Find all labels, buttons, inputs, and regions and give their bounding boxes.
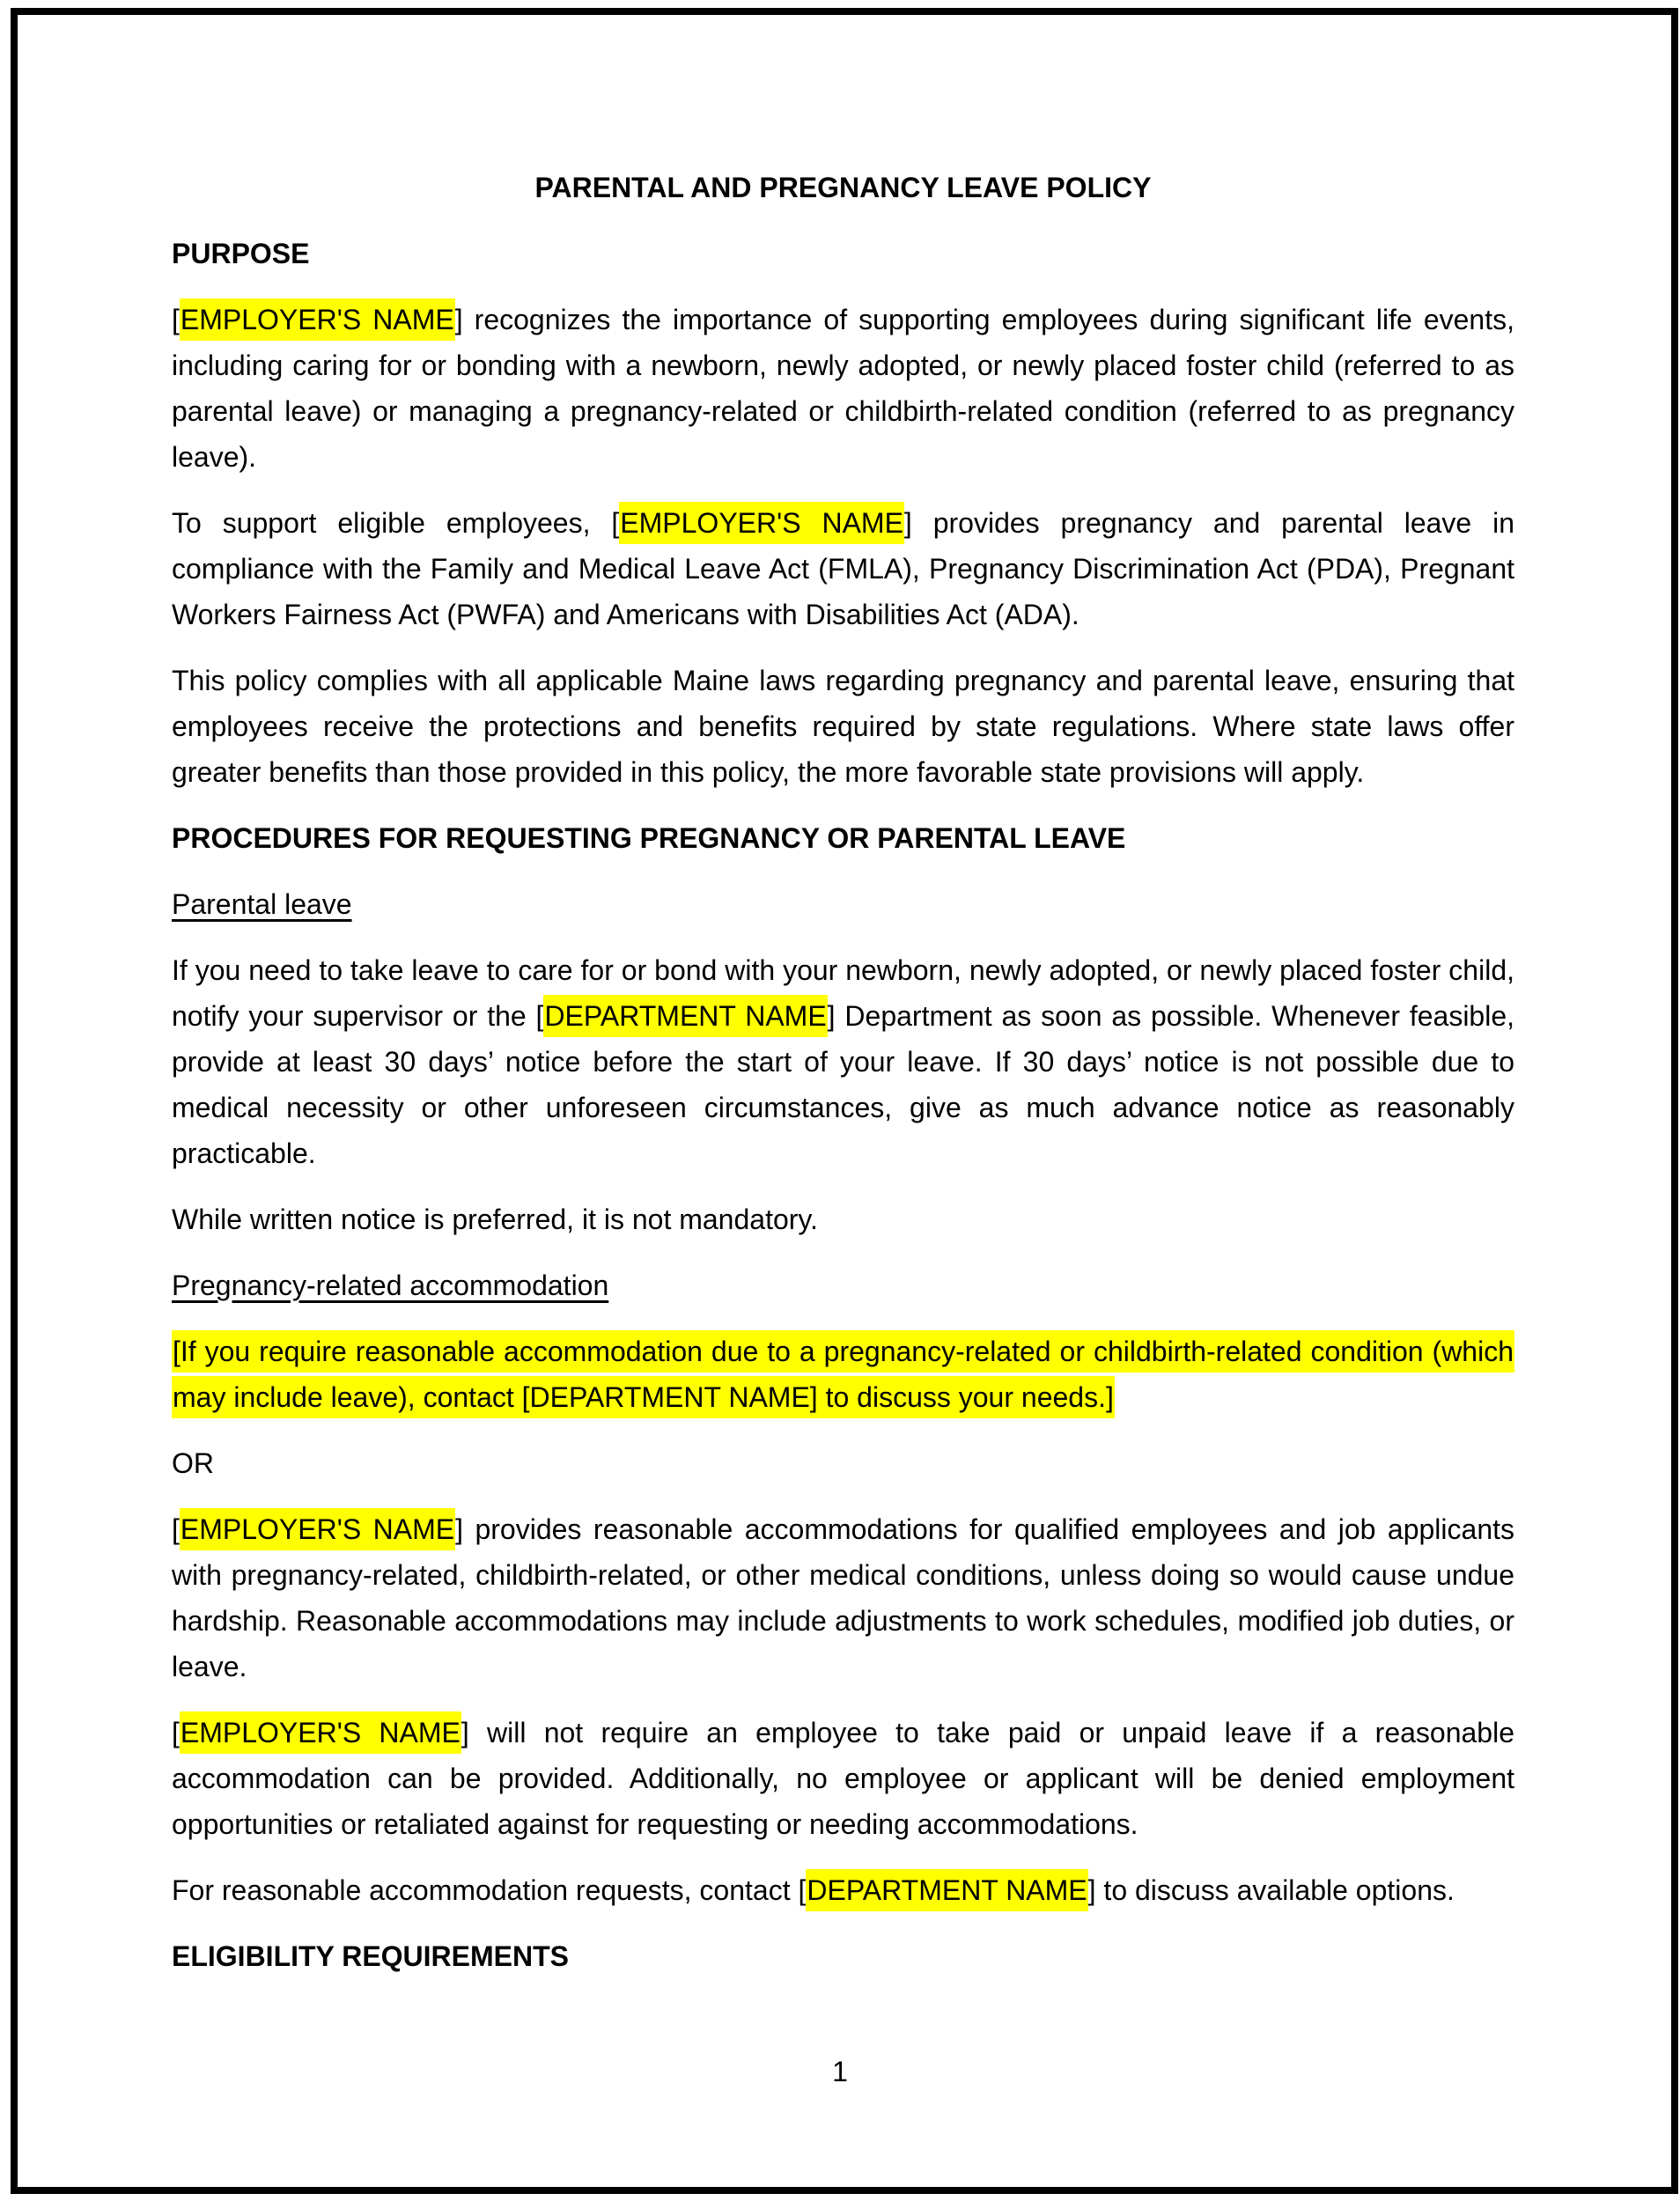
highlight-placeholder: DEPARTMENT NAME bbox=[543, 995, 827, 1037]
text-run: Parental leave bbox=[172, 888, 352, 920]
text-run: To support eligible employees, [ bbox=[172, 507, 620, 539]
highlight-placeholder: EMPLOYER'S NAME bbox=[180, 1508, 455, 1550]
highlight-placeholder: EMPLOYER'S NAME bbox=[619, 502, 904, 544]
text-run: Pregnancy-related accommodation bbox=[172, 1270, 609, 1301]
subsection-heading bbox=[172, 1262, 1514, 1308]
page-number: 1 bbox=[832, 2056, 848, 2087]
paragraph bbox=[172, 1196, 1514, 1242]
text-run: If you need to take leave to care for or bond with your newborn, newly adopted, or newly placed foster child, notify your supervisor or the [ bbox=[172, 954, 1514, 1032]
paragraph bbox=[172, 500, 1514, 637]
paragraph bbox=[172, 1506, 1514, 1689]
text-run: PURPOSE bbox=[172, 238, 310, 269]
section-heading bbox=[172, 231, 1514, 276]
paragraph bbox=[172, 1710, 1514, 1847]
subsection-heading bbox=[172, 881, 1514, 927]
document-title bbox=[172, 165, 1514, 210]
highlight-placeholder: EMPLOYER'S NAME bbox=[180, 298, 455, 341]
document-body bbox=[172, 165, 1514, 1999]
text-run: [ bbox=[172, 1513, 180, 1545]
text-run: ] will not require an employee to take paid or unpaid leave if a reasonable accommodation can be provided. Additionally, no employee or applicant will be denied employment opportunities or retaliated against for requesting or needing accommodations. bbox=[172, 1717, 1514, 1840]
text-run: [ bbox=[172, 1717, 180, 1748]
text-run: OR bbox=[172, 1447, 214, 1479]
text-run: [ bbox=[172, 304, 180, 335]
text-run: ] to discuss available options. bbox=[1087, 1874, 1455, 1906]
paragraph bbox=[172, 1440, 1514, 1486]
text-run: ELIGIBILITY REQUIREMENTS bbox=[172, 1940, 569, 1972]
section-heading bbox=[172, 1933, 1514, 1979]
section-heading bbox=[172, 815, 1514, 861]
text-run: ] provides pregnancy and parental leave in compliance with the Family and Medical Leave Act (FMLA), Pregnancy Discrimination Act (PDA), Pregnant Workers Fairness Act (PWFA) and Americans with Disabilities Act (ADA). bbox=[172, 507, 1515, 630]
text-run: For reasonable accommodation requests, contact [ bbox=[172, 1874, 807, 1906]
highlight-placeholder: EMPLOYER'S NAME bbox=[180, 1711, 461, 1754]
paragraph bbox=[172, 658, 1514, 795]
text-run: This policy complies with all applicable Maine laws regarding pregnancy and parental leave, ensuring that employees receive the protections and benefits required by state regulations. Where state laws offer greater benefits than those provided in this policy, the more favorable state provisions will apply. bbox=[172, 665, 1514, 788]
text-run: While written notice is preferred, it is not mandatory. bbox=[172, 1204, 818, 1235]
highlight-placeholder: [If you require reasonable accommodation due to a pregnancy-related or childbirth-related condition (which may include leave), contact [DEPARTMENT NAME] to discuss your needs.] bbox=[172, 1330, 1514, 1418]
text-run: PROCEDURES FOR REQUESTING PREGNANCY OR PARENTAL LEAVE bbox=[172, 822, 1126, 854]
paragraph bbox=[172, 1329, 1514, 1420]
text-run: ] recognizes the importance of supporting employees during significant life events, including caring for or bonding with a newborn, newly adopted, or newly placed foster child (referred to as parental leave) or managing a pregnancy-related or childbirth-related condition (referred to as pregnancy leave). bbox=[172, 304, 1515, 473]
paragraph bbox=[172, 1867, 1514, 1913]
paragraph bbox=[172, 947, 1514, 1176]
highlight-placeholder: DEPARTMENT NAME bbox=[806, 1869, 1087, 1911]
text-run: PARENTAL AND PREGNANCY LEAVE POLICY bbox=[534, 172, 1152, 203]
text-run: ] Department as soon as possible. Whenever feasible, provide at least 30 days’ notice before the start of your leave. If 30 days’ notice is not possible due to medical necessity or other unforeseen circumstances, give as much advance notice as reasonably practicable. bbox=[172, 1000, 1515, 1169]
text-run: ] provides reasonable accommodations for qualified employees and job applicants with pregnancy-related, childbirth-related, or other medical conditions, unless doing so would cause undue hardship. Reasonable accommodations may include adjustments to work schedules, modified job duties, or leave. bbox=[172, 1513, 1515, 1682]
paragraph bbox=[172, 297, 1514, 480]
